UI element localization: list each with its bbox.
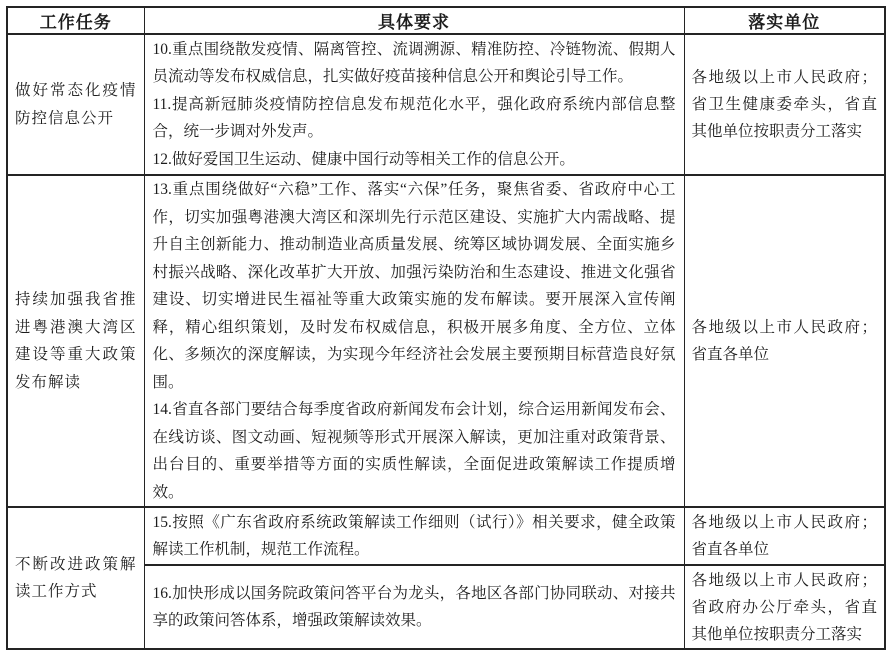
- table-header-row: [7, 7, 885, 34]
- unit-cell-provincial-units: 各地级以上市人民政府；省直各单位: [684, 175, 885, 507]
- requirements-cell: [144, 34, 684, 175]
- task-cell-epidemic-info: 做好常态化疫情防控信息公开: [7, 34, 144, 175]
- unit-cell-health-commission: 各地级以上市人民政府；省卫生健康委牵头，省直其他单位按职责分工落实: [684, 34, 885, 175]
- header-work-task: 工作任务: [7, 7, 144, 34]
- table-row: [7, 175, 885, 507]
- requirement-item-12: 12.做好爱国卫生运动、健康中国行动等相关工作的信息公开。: [152, 150, 575, 168]
- requirements-cell: [144, 175, 684, 507]
- table-row: [7, 34, 885, 175]
- task-cell-policy-interpretation: 不断改进政策解读工作方式: [7, 507, 144, 649]
- requirement-item-16: 16.加快形成以国务院政策问答平台为龙头，各地区各部门协同联动、对接共享的政策问答体系，增强政策解读效果。: [152, 584, 676, 629]
- requirement-item-10: 10.重点围绕散发疫情、隔离管控、流调溯源、精准防控、冷链物流、假期人员流动等发布权威信息，扎实做好疫苗接种信息公开和舆论引导工作。: [152, 40, 676, 86]
- unit-cell-general-office: 各地级以上市人民政府；省政府办公厅牵头，省直其他单位按职责分工落实: [684, 565, 885, 649]
- requirement-item-11: 11.提高新冠肺炎疫情防控信息发布规范化水平，强化政府系统内部信息整合，统一步调对外发声。: [152, 95, 676, 141]
- header-specific-requirements: 具体要求: [144, 7, 684, 34]
- work-task-table: [6, 6, 886, 650]
- requirement-item-13: 13.重点围绕做好“六稳”工作、落实“六保”任务，聚焦省委、省政府中心工作，切实加强粤港澳大湾区和深圳先行示范区建设、实施扩大内需战略、提升自主创新能力、推动制造业高质量发展、统筹区域协调发展、全面实施乡村振兴战略、深化改革扩大开放、加强污染防治和生态建设、推进文化强省建设、切实增进民生福祉等重大政策实施的发布解读。要开展深入宣传阐释，精心组织策划，及时发布权威信息，积极开展多角度、全方位、立体化、多频次的深度解读，为实现今年经济社会发展主要预期目标营造良好氛围。: [152, 181, 676, 391]
- requirements-cell: [144, 507, 684, 565]
- table-row: [7, 507, 885, 565]
- requirements-cell: [144, 565, 684, 649]
- header-implementing-units: 落实单位: [684, 7, 885, 34]
- requirement-item-15: 15.按照《广东省政府系统政策解读工作细则（试行）》相关要求，健全政策解读工作机制，规范工作流程。: [152, 513, 676, 558]
- task-cell-major-policy: 持续加强我省推进粤港澳大湾区建设等重大政策发布解读: [7, 175, 144, 507]
- requirement-item-14: 14.省直各部门要结合每季度省政府新闻发布会计划，综合运用新闻发布会、在线访谈、图文动画、短视频等形式开展深入解读，更加注重对政策背景、出台目的、重要举措等方面的实质性解读，全面促进政策解读工作提质增效。: [152, 401, 676, 501]
- unit-cell-provincial-units: 各地级以上市人民政府；省直各单位: [684, 507, 885, 565]
